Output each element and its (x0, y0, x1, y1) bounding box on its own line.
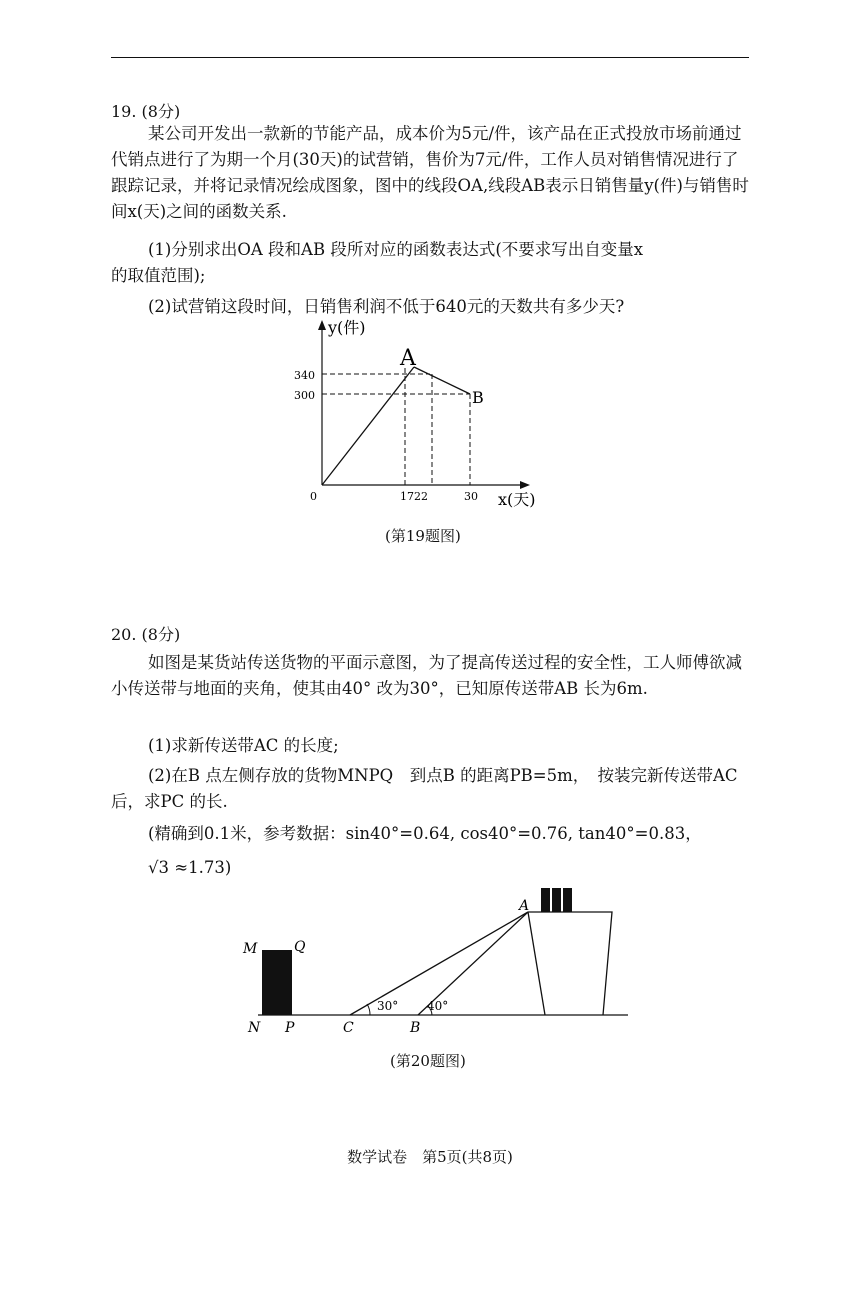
q19-stem: 某公司开发出一款新的节能产品，成本价为5元/件，该产品在正式投放市场前通过代销点进行了为期一个月(30天)的试营销，售价为7元/件，工作人员对销售情况进行了跟踪记录，并将记录情况绘成图象，图中的线段OA,线段AB表示日销售量y(件)与销售时间x(天)之间的函数关系. (111, 124, 749, 221)
label-n: N (248, 1020, 261, 1036)
label-c: C (343, 1020, 354, 1036)
page-footer: 数学试卷 第5页(共8页) (347, 1148, 513, 1166)
q19-part2: (2)试营销这段时间，日销售利润不低于640元的天数共有多少天? (148, 297, 625, 316)
label-p: P (285, 1020, 295, 1036)
platform-right (528, 912, 612, 1015)
segment-ab (414, 367, 470, 394)
platform-left-edge (528, 912, 545, 1015)
y-tick-340: 340 (294, 369, 315, 382)
q19-function-graph (280, 315, 580, 515)
platform-box (541, 888, 550, 912)
platform-box (563, 888, 572, 912)
label-m: M (243, 941, 258, 957)
q19-header: 19. (8分) (111, 102, 181, 121)
q19-caption: (第19题图) (385, 527, 461, 545)
point-b-label: B (472, 388, 484, 407)
q20-stem: 如图是某货站传送货物的平面示意图，为了提高传送过程的安全性，工人师傅欲减小传送带与地面的夹角，使其由40° 改为30°，已知原传送带AB 长为6m. (111, 653, 742, 698)
x-axis-label: x(天) (498, 490, 536, 509)
y-axis-arrow (318, 320, 326, 330)
segment-oa (322, 367, 414, 485)
x-axis-arrow (520, 481, 530, 489)
q20-reference-line2: √3 ≈1.73) (148, 858, 232, 877)
x-tick-30: 30 (464, 490, 478, 503)
angle-30-label: 30° (377, 999, 399, 1013)
q19-part1-line1: (1)分别求出OA 段和AB 段所对应的函数表达式(不要求写出自变量x (148, 240, 644, 259)
q20-conveyor-diagram (230, 880, 640, 1050)
goods-mnpq (262, 950, 292, 1015)
label-a: A (519, 898, 530, 914)
label-b: B (410, 1020, 421, 1036)
origin-label: 0 (310, 490, 317, 503)
top-rule (111, 57, 749, 58)
x-tick-1722: 1722 (400, 490, 428, 503)
q20-header: 20. (8分) (111, 625, 181, 644)
label-q: Q (294, 939, 306, 955)
y-axis-label: y(件) (328, 318, 366, 337)
platform-box (552, 888, 561, 912)
q20-caption: (第20题图) (390, 1052, 466, 1070)
y-tick-300: 300 (294, 389, 315, 402)
angle-c-arc (367, 1004, 370, 1015)
q19-part1-line2: 的取值范围); (111, 266, 206, 285)
q20-reference-line1: (精确到0.1米，参考数据：sin40°=0.64, cos40°=0.76, tan40°=0.83， (148, 824, 702, 843)
q20-part2: (2)在B 点左侧存放的货物MNPQ 到点B 的距离PB=5m， 按装完新传送带AC后，求PC 的长. (111, 766, 738, 811)
angle-40-label: 40° (427, 999, 449, 1013)
q20-part1: (1)求新传送带AC 的长度; (148, 736, 339, 755)
point-a-label: A (400, 346, 416, 371)
